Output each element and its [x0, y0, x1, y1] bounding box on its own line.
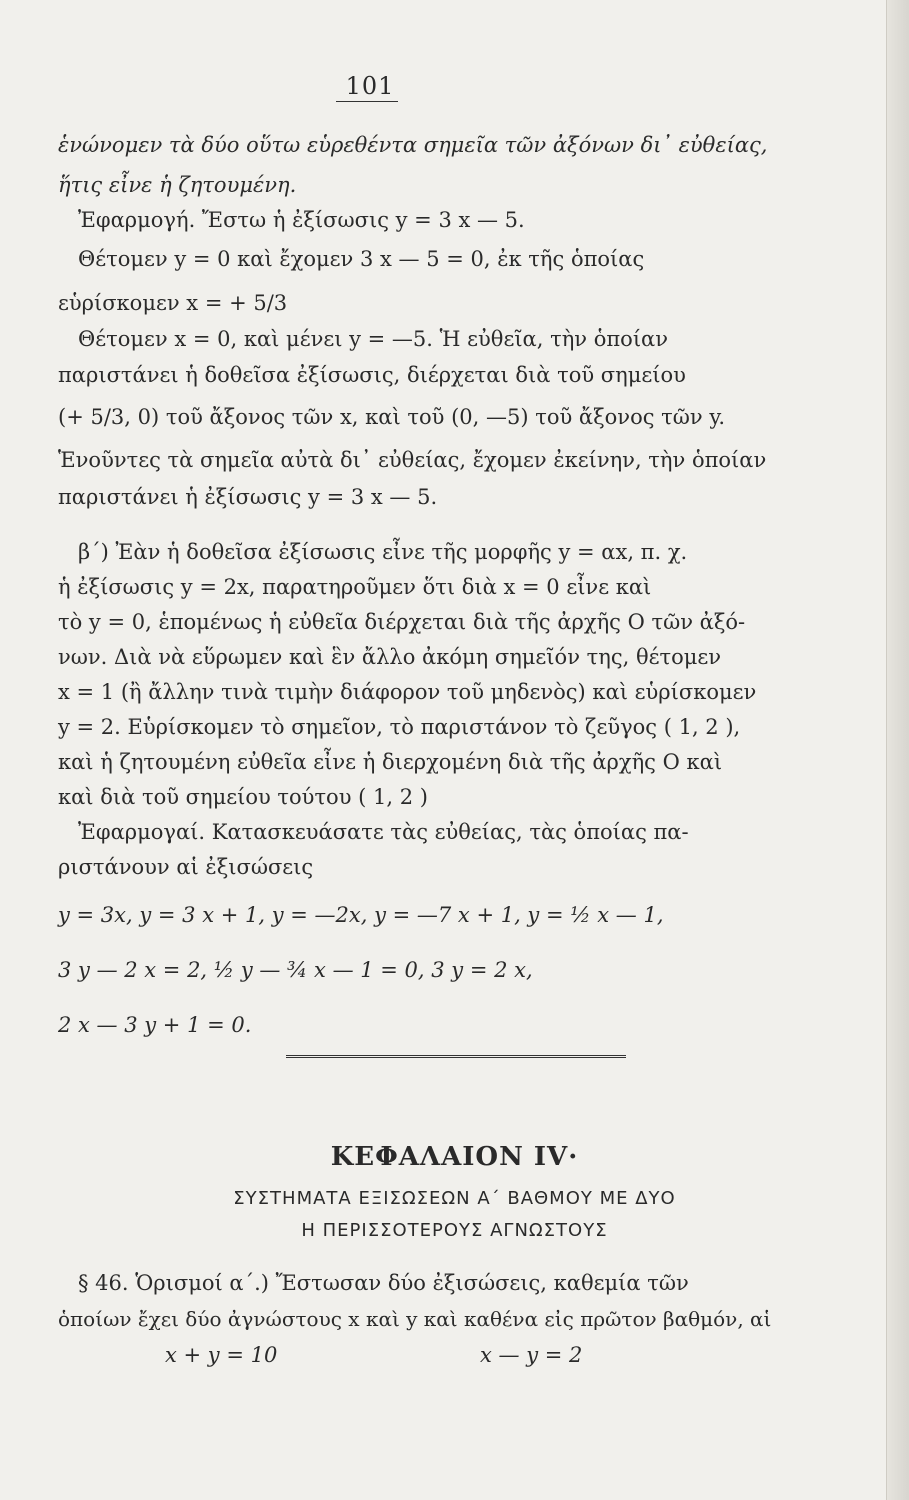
text-line: παριστάνει ἡ ἐξίσωσις y = 3 x — 5.	[58, 485, 438, 509]
equation: x — y = 2	[480, 1343, 583, 1367]
equation-line: 2 x — 3 y + 1 = 0.	[58, 1013, 252, 1037]
text-line: ἡ ἐξίσωσις y = 2x, παρατηροῦμεν ὅτι διὰ x = 0 εἶνε καὶ	[58, 575, 652, 599]
text-line: ἥτις εἶνε ἡ ζητουμένη.	[58, 173, 297, 197]
text-line: ἑνώνομεν τὰ δύο οὕτω εὑρεθέντα σημεῖα τῶν ἀξόνων δι᾽ εὐθείας,	[58, 133, 768, 157]
text-line: νων. Διὰ νὰ εὕρωμεν καὶ ἓν ἄλλο ἀκόμη σημεῖόν της, θέτομεν	[58, 645, 722, 669]
section-divider	[286, 1055, 626, 1060]
text-line: β΄) Ἐὰν ἡ δοθεῖσα ἐξίσωσις εἶνε τῆς μορφῆς y = αx, π. χ.	[78, 540, 688, 564]
equation: x + y = 10	[165, 1343, 278, 1367]
text-line: (+ 5/3, 0) τοῦ ἄξονος τῶν x, καὶ τοῦ (0, —5) τοῦ ἄξονος τῶν y.	[58, 405, 726, 429]
text-line: Ἑνοῦντες τὰ σημεῖα αὐτὰ δι᾽ εὐθείας, ἔχομεν ἐκείνην, τὴν ὁποίαν	[58, 448, 767, 472]
text-line: τὸ y = 0, ἑπομένως ἡ εὐθεῖα διέρχεται διὰ τῆς ἀρχῆς Ο τῶν ἀξό-	[58, 610, 746, 634]
text-line: Ἐφαρμογαί. Κατασκευάσατε τὰς εὐθείας, τὰς ὁποίας πα-	[78, 820, 689, 844]
text-line: x = 1 (ἢ ἄλλην τινὰ τιμὴν διάφορον τοῦ μηδενὸς) καὶ εὑρίσκομεν	[58, 680, 757, 704]
page-number: 101	[345, 72, 395, 100]
equation-line: 3 y — 2 x = 2, ½ y — ¾ x — 1 = 0, 3 y = 2 x,	[58, 958, 533, 982]
text-line: Θέτομεν y = 0 καὶ ἔχομεν 3 x — 5 = 0, ἐκ τῆς ὁποίας	[78, 247, 645, 271]
text-line: y = 2. Εὑρίσκομεν τὸ σημεῖον, τὸ παριστάνον τὸ ζεῦγος ( 1, 2 ),	[58, 715, 741, 739]
text-line: καὶ ἡ ζητουμένη εὐθεῖα εἶνε ἡ διερχομένη διὰ τῆς ἀρχῆς Ο καὶ	[58, 750, 723, 774]
text-line: ριστάνουν αἱ ἐξισώσεις	[58, 855, 314, 879]
chapter-subtitle: Η ΠΕΡΙΣΣΟΤΕΡΟΥΣ ΑΓΝΩΣΤΟΥΣ	[301, 1220, 608, 1241]
text-line: παριστάνει ἡ δοθεῖσα ἐξίσωσις, διέρχεται διὰ τοῦ σημείου	[58, 363, 686, 387]
text-line: § 46. Ὁρισμοί α΄.) Ἔστωσαν δύο ἐξισώσεις, καθεμία τῶν	[78, 1271, 689, 1295]
chapter-title: ΚΕΦΑΛΑΙΟΝ IV·	[330, 1142, 579, 1172]
text-line: εὑρίσκομεν x = + 5/3	[58, 291, 288, 315]
text-line: καὶ διὰ τοῦ σημείου τούτου ( 1, 2 )	[58, 785, 428, 809]
text-line: Ἐφαρμογή. Ἔστω ἡ ἐξίσωσις y = 3 x — 5.	[78, 208, 525, 232]
chapter-subtitle: ΣΥΣΤΗΜΑΤΑ ΕΞΙΣΩΣΕΩΝ Α΄ ΒΑΘΜΟΥ ΜΕ ΔΥΟ	[233, 1188, 676, 1209]
page-number-rule	[336, 101, 398, 102]
text-line: Θέτομεν x = 0, καὶ μένει y = —5. Ἡ εὐθεῖα, τὴν ὁποίαν	[78, 327, 668, 351]
equation-line: y = 3x, y = 3 x + 1, y = —2x, y = —7 x + 1, y = ½ x — 1,	[58, 903, 664, 927]
page-edge	[886, 0, 909, 1500]
text-line: ὁποίων ἔχει δύο ἀγνώστους x καὶ y καὶ καθένα εἰς πρῶτον βαθμόν, αἱ	[58, 1307, 772, 1331]
